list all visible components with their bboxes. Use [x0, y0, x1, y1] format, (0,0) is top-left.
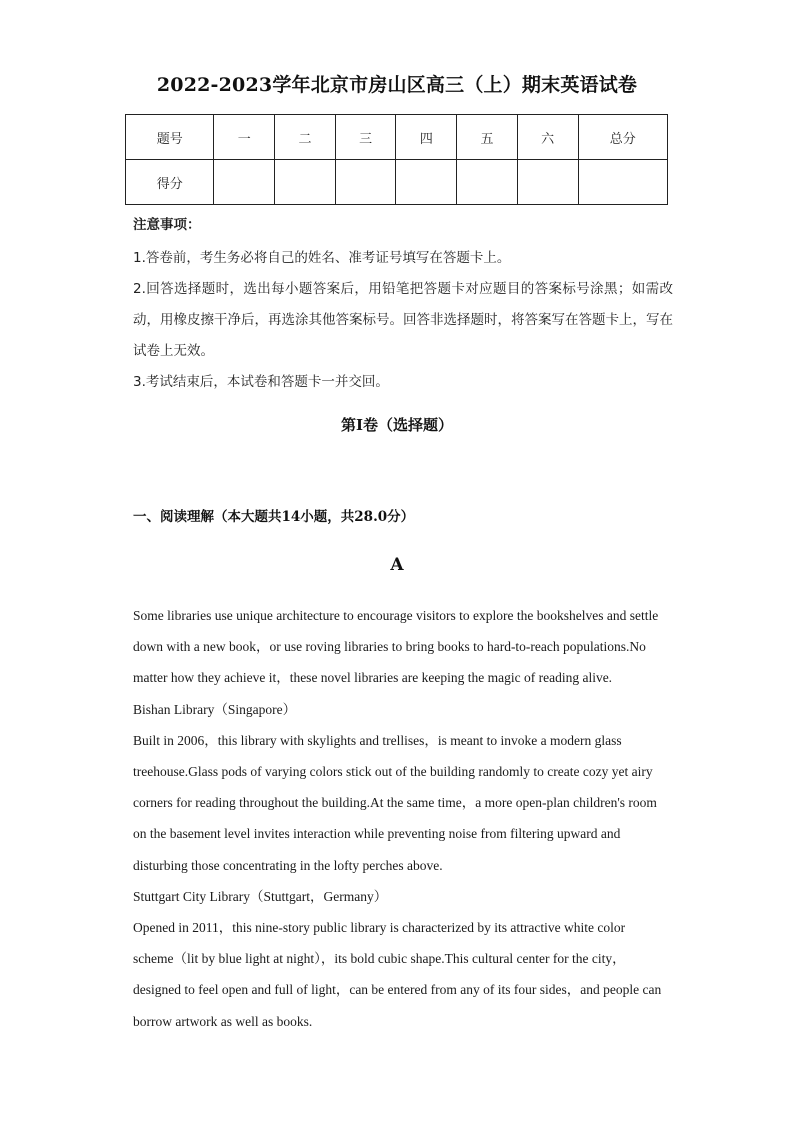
score-table-cell: 总分 [578, 115, 668, 160]
section-title: 第I卷（选择题） [340, 416, 454, 434]
score-entry-cell [214, 160, 275, 205]
note-item: 2.回答选择题时，选出每小题答案后，用铅笔把答题卡对应题目的答案标号涂黑；如需改动，用橡皮擦干净后，再选涂其他答案标号。回答非选择题时，将答案写在答题卡上，写在试卷上无效。 [133, 281, 673, 359]
score-table-cell: 五 [457, 115, 518, 160]
score-entry-cell [396, 160, 457, 205]
score-entry-cell [457, 160, 518, 205]
passage-letter: A [390, 555, 404, 575]
note-item: 3.考试结束后，本试卷和答题卡一并交回。 [133, 374, 389, 390]
score-table-header-row [126, 115, 668, 160]
score-entry-cell [275, 160, 336, 205]
score-table-cell: 题号 [126, 115, 214, 160]
score-table-cell: 三 [335, 115, 396, 160]
score-table-cell: 得分 [126, 160, 214, 205]
score-table-cell: 六 [517, 115, 578, 160]
score-table-cell: 二 [275, 115, 336, 160]
passage-subheading: Stuttgart City Library（Stuttgart，Germany） [133, 888, 388, 904]
passage-body [133, 600, 663, 1037]
score-entry-cell [335, 160, 396, 205]
passage-subheading: Bishan Library（Singapore） [133, 701, 297, 717]
notes-block [133, 213, 673, 398]
notes-heading: 注意事项： [133, 217, 201, 233]
passage-paragraph: Some libraries use unique architecture to encourage visitors to explore the bookshelves and settle down with a new book，or use roving libraries to bring books to hard-to-reach populations.No matter how they achieve it，these novel libraries are keeping the magic of reading alive. [133, 608, 659, 686]
score-table-score-row [126, 160, 668, 205]
passage-paragraph: Opened in 2011，this nine-story public library is characterized by its attractive white color scheme（lit by blue light at night），its bold cubic shape.This cultural center for the city，designed to feel open and full of light，can be entered from any of its four sides，and people can borrow artwork as well as books. [133, 920, 662, 1029]
score-entry-cell [517, 160, 578, 205]
note-item: 1.答卷前，考生务必将自己的姓名、准考证号填写在答题卡上。 [133, 250, 511, 266]
page-title: 2022-2023学年北京市房山区高三（上）期末英语试卷 [156, 74, 638, 96]
score-entry-cell [578, 160, 668, 205]
score-table-cell: 四 [396, 115, 457, 160]
part-heading: 一、阅读理解（本大题共14小题，共28.0分） [133, 509, 415, 525]
passage-paragraph: Built in 2006，this library with skylights and trellises，is meant to invoke a modern glass treehouse.Glass pods of varying colors stick out of the building randomly to create cozy yet airy corners for reading throughout the building.At the same time，a more open-plan children's room on the basement level invites interaction while preventing noise from filtering upward and disturbing those concentrating in the lofty perches above. [133, 732, 657, 873]
score-table [125, 114, 668, 205]
score-table-cell: 一 [214, 115, 275, 160]
